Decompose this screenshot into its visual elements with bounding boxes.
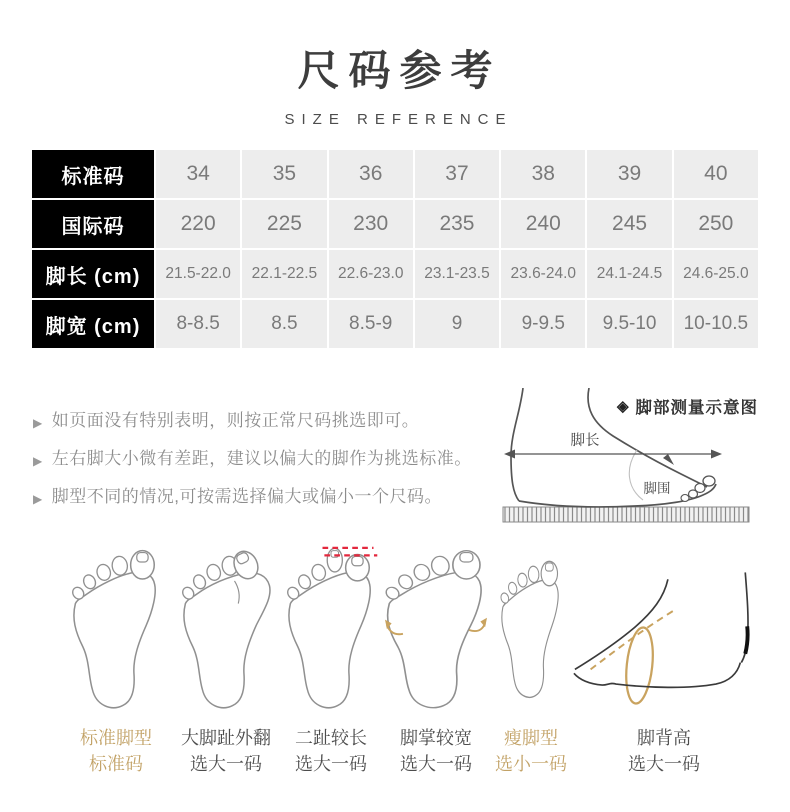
foot-type-long-second-toe — [277, 545, 385, 777]
note-text: 脚型不同的情况,可按需选择偏大或偏小一个尺码。 — [51, 487, 442, 506]
foot-type-advice: 选大一码 — [628, 754, 700, 774]
foot-type-wide — [380, 545, 492, 777]
foot-type-advice: 选小一码 — [495, 754, 567, 774]
foot-type-label — [277, 725, 385, 777]
toe — [681, 495, 689, 502]
row-header: 脚长 (cm) — [32, 250, 154, 298]
size-table — [30, 148, 760, 350]
arrowhead-right — [711, 450, 722, 459]
size-cell: 22.1-22.5 — [242, 250, 326, 298]
foot-type-label — [380, 725, 492, 777]
size-cell: 38 — [501, 150, 585, 198]
instep-arrowhead — [663, 454, 674, 465]
foot-type-name: 脚背高 — [637, 728, 691, 748]
note-item — [33, 486, 472, 510]
note-item — [33, 448, 472, 472]
table-row-intl-size — [32, 200, 758, 248]
size-cell: 24.1-24.5 — [587, 250, 671, 298]
foot-type-advice: 选大一码 — [190, 754, 262, 774]
size-cell: 37 — [415, 150, 499, 198]
size-cell: 39 — [587, 150, 671, 198]
table-row-foot-length — [32, 250, 758, 298]
page-title: 尺码参考 — [297, 47, 502, 94]
foot-type-name: 标准脚型 — [80, 728, 152, 748]
page-header — [0, 38, 790, 128]
arrowhead-left — [504, 450, 515, 459]
leg-front-line — [588, 388, 707, 487]
leg-front-line — [575, 579, 668, 669]
size-cell: 40 — [674, 150, 758, 198]
note-text: 如页面没有特别表明，则按正常尺码挑选即可。 — [51, 411, 420, 430]
foot-type-standard — [55, 545, 177, 777]
size-cell: 9 — [415, 300, 499, 348]
foot-type-name: 瘦脚型 — [504, 728, 558, 748]
row-header: 国际码 — [32, 200, 154, 248]
size-cell: 22.6-23.0 — [329, 250, 413, 298]
row-header: 标准码 — [32, 150, 154, 198]
ruler — [503, 507, 749, 522]
foot-type-label — [486, 725, 576, 777]
note-text: 左右脚大小微有差距，建议以偏大的脚作为挑选标准。 — [51, 449, 472, 468]
foot-girth-label: 脚围 — [643, 481, 671, 496]
triangle-bullet-icon: ▶ — [33, 454, 43, 468]
size-cell: 235 — [415, 200, 499, 248]
measure-diagram-title-text: 脚部测量示意图 — [635, 399, 759, 417]
toe — [689, 490, 698, 498]
triangle-bullet-icon: ▶ — [33, 492, 43, 506]
wide-foot-illustration — [380, 545, 492, 715]
foot-types-row — [0, 545, 790, 812]
size-cell: 220 — [156, 200, 240, 248]
high-instep-illustration — [568, 545, 760, 715]
size-cell: 8.5 — [242, 300, 326, 348]
triangle-bullet-icon: ▶ — [33, 416, 43, 430]
size-cell: 9-9.5 — [501, 300, 585, 348]
toe — [703, 476, 715, 486]
size-cell: 23.1-23.5 — [415, 250, 499, 298]
foot-type-name: 大脚趾外翻 — [181, 728, 271, 748]
foot-type-bunion — [170, 545, 282, 777]
size-cell: 24.6-25.0 — [674, 250, 758, 298]
foot-type-label — [568, 725, 760, 777]
foot-type-advice: 选大一码 — [400, 754, 472, 774]
size-cell: 230 — [329, 200, 413, 248]
notes-list — [33, 410, 472, 524]
diamond-icon: ◈ — [617, 398, 630, 415]
long-second-toe-illustration — [277, 545, 385, 715]
size-cell: 35 — [242, 150, 326, 198]
standard-foot-illustration — [55, 545, 177, 715]
foot-measurement-diagram — [485, 388, 775, 538]
size-cell: 240 — [501, 200, 585, 248]
size-cell: 225 — [242, 200, 326, 248]
size-cell: 21.5-22.0 — [156, 250, 240, 298]
instep-girth-ellipse — [623, 626, 656, 705]
size-cell: 8.5-9 — [329, 300, 413, 348]
bunion-foot-illustration — [170, 545, 282, 715]
foot-type-advice: 标准码 — [89, 754, 143, 774]
size-cell: 34 — [156, 150, 240, 198]
slim-foot-illustration — [486, 545, 576, 715]
size-cell: 250 — [674, 200, 758, 248]
heel-accent — [745, 626, 747, 653]
leg-back-line — [511, 388, 523, 501]
size-cell: 9.5-10 — [587, 300, 671, 348]
foot-type-high-instep — [568, 545, 760, 777]
size-cell: 8-8.5 — [156, 300, 240, 348]
foot-type-label — [170, 725, 282, 777]
foot-type-name: 脚掌较宽 — [400, 728, 472, 748]
page-subtitle: SIZE REFERENCE — [284, 111, 513, 128]
foot-length-label: 脚长 — [570, 433, 600, 449]
note-item — [33, 410, 472, 434]
girth-arc — [629, 450, 643, 500]
size-cell: 36 — [329, 150, 413, 198]
foot-type-advice: 选大一码 — [295, 754, 367, 774]
table-row-standard-size — [32, 150, 758, 198]
table-row-foot-width — [32, 300, 758, 348]
foot-type-label — [55, 725, 177, 777]
row-header: 脚宽 (cm) — [32, 300, 154, 348]
foot-type-slim — [486, 545, 576, 777]
foot-type-name: 二趾较长 — [295, 728, 367, 748]
size-cell: 23.6-24.0 — [501, 250, 585, 298]
size-cell: 10-10.5 — [674, 300, 758, 348]
sole-line — [574, 663, 740, 688]
size-cell: 245 — [587, 200, 671, 248]
